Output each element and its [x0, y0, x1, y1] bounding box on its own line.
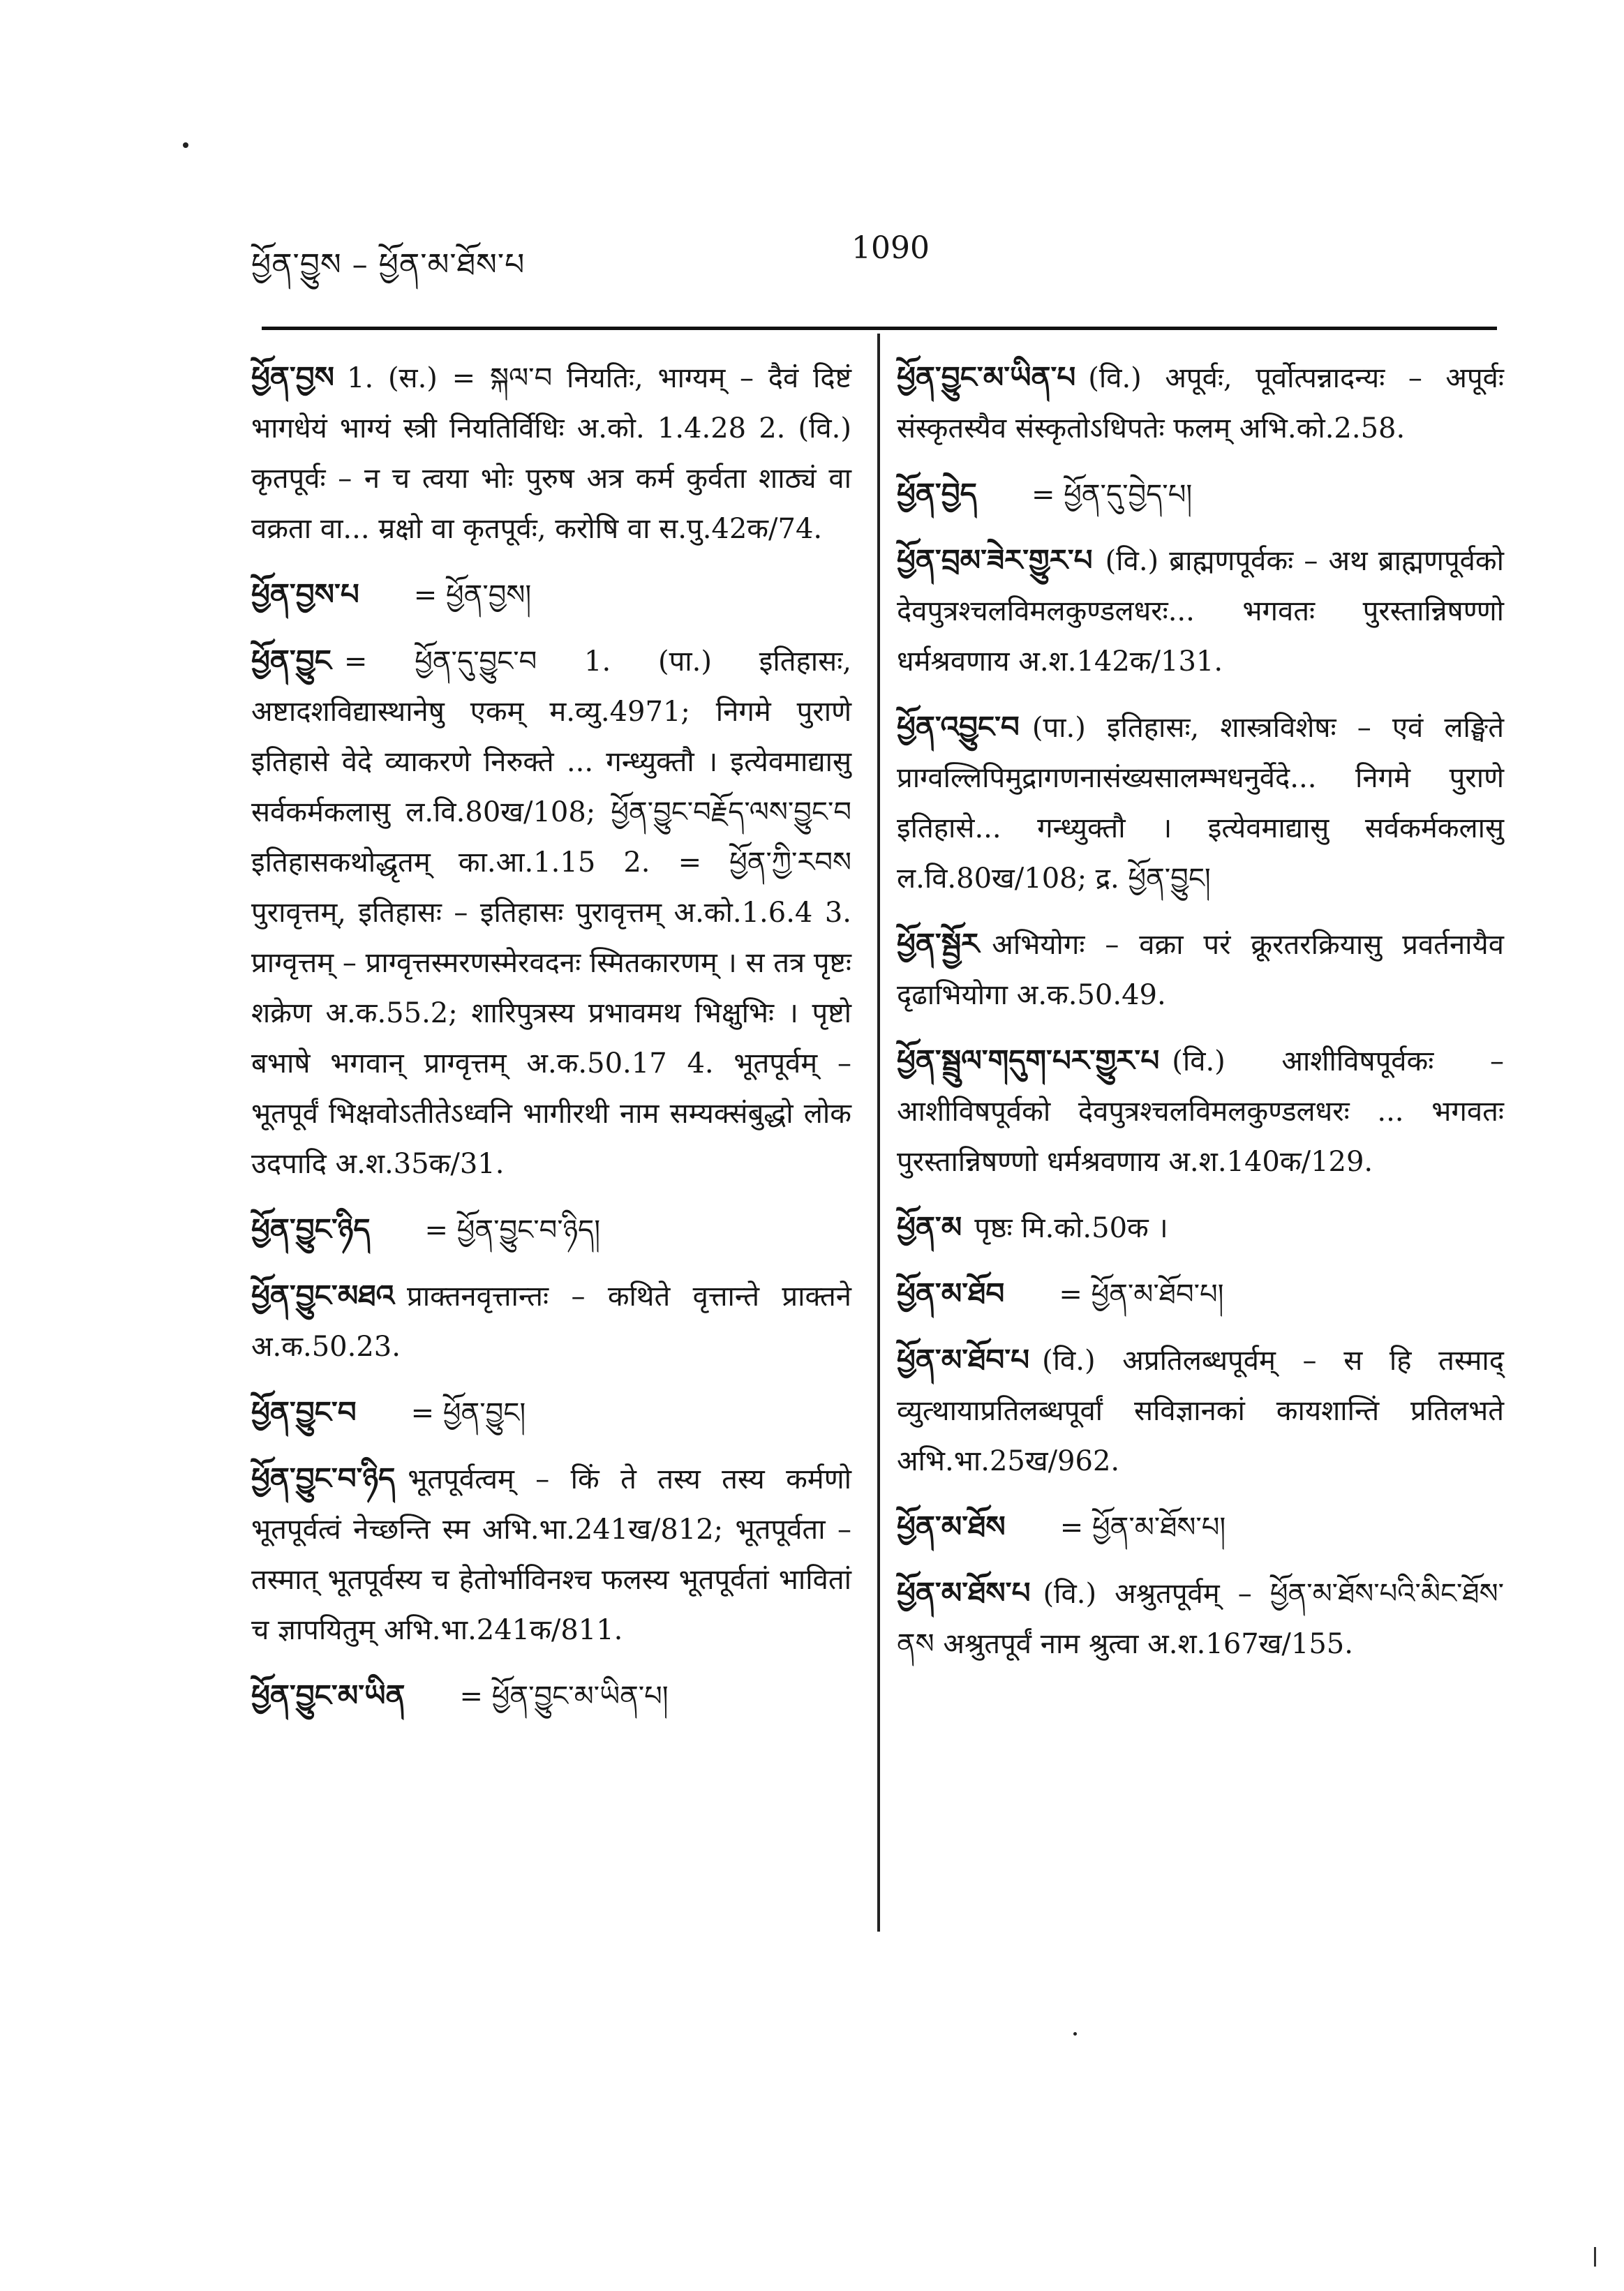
- right-column: [897, 352, 1504, 1685]
- dictionary-entry: [897, 1036, 1504, 1187]
- entry-text: = ཕྱོན་བྱུང།: [410, 1397, 526, 1429]
- entry-headword: ཕྱོན་འབྱུང་བ: [897, 710, 1020, 744]
- entry-text: पृष्ठः मि.को.50क ।: [974, 1212, 1168, 1244]
- entry-headword: ཕྱོན་བྱས: [251, 360, 335, 394]
- dictionary-entry: [897, 352, 1504, 454]
- dictionary-entry: [251, 569, 851, 620]
- dictionary-entry: [897, 1335, 1504, 1486]
- dictionary-entry: [897, 1269, 1504, 1320]
- entry-headword: ཕྱོན་བྱུང་མཐའ: [251, 1278, 395, 1313]
- dictionary-entry: [251, 1671, 851, 1722]
- entry-text: (वि.) अश्रुतपूर्वम् – ཕྱོན་མ་ཐོས་པའི་མིང་ཐོས་ནས अश्रुतपूर्वं नाम श्रुत्वा अ.श.167ख/155.: [897, 1578, 1504, 1660]
- entry-text: 1. (स.) = སྐལ་བ नियतिः, भाग्यम् – दैवं दिष्टं भागधेयं भाग्यं स्त्री नियतिर्विधिः अ.को. 1.4.28 2. (वि.) कृतपूर्वः – न च त्वया भोः पुरुष अत्र कर्म कुर्वता शाठ्यं वा वक्रता वा... म्रक्षो वा कृतपूर्वः, करोषि वा स.पु.42क/74.: [251, 362, 851, 545]
- dictionary-entry: [251, 1454, 851, 1655]
- entry-headword: ཕྱོན་མ: [897, 1210, 962, 1244]
- left-column: [251, 352, 851, 1737]
- entry-headword: ཕྱོན་བྱས་པ: [251, 577, 359, 611]
- entry-text: = ཕྱོན་བྱུང་མ་ཡིན་པ།: [459, 1680, 669, 1712]
- dictionary-entry: [897, 702, 1504, 904]
- entry-headword: ཕྱོན་བྱུང: [251, 643, 331, 678]
- entry-headword: ཕྱོན་མ་ཐོས་པ: [897, 1576, 1031, 1610]
- entry-text: प्राक्तनवृत्तान्तः – कथिते वृत्तान्ते प्राक्तने अ.क.50.23.: [251, 1281, 851, 1363]
- dictionary-entry: [897, 1568, 1504, 1669]
- entry-headword: ཕྱོན་སྦྲུལ་གདུག་པར་གྱུར་པ: [897, 1043, 1160, 1077]
- entry-text: भूतपूर्वत्वम् – किं ते तस्य तस्य कर्मणो भूतपूर्वत्वं नेच्छन्ति स्म अभि.भा.241ख/812; भूतपूर्वता – तस्मात् भूतपूर्वस्य च हेतोर्भाविनश्च फलस्य भूतपूर्वतां भावितां च ज्ञापयितुम् अभि.भा.241क/811.: [251, 1463, 851, 1646]
- scan-speck: [1073, 2032, 1077, 2036]
- entry-text: (वि.) आशीविषपूर्वकः – आशीविषपूर्वको देवपुत्रश्चलविमलकुण्डलधरः ... भगवतः पुरस्तान्निषण्णो धर्मश्रवणाय अ.श.140क/129.: [897, 1045, 1504, 1178]
- dictionary-entry: [251, 1387, 851, 1438]
- dictionary-entry: [897, 535, 1504, 687]
- entry-headword: ཕྱོན་མ་ཐོས: [897, 1509, 1006, 1544]
- page-number: 1090: [851, 230, 930, 266]
- entry-text: (वि.) अप्रतिलब्धपूर्वम् – स हि तस्माद् व्युत्थायाप्रतिलब्धपूर्वां सविज्ञानकां कायशान्तिं प्रतिलभते अभि.भा.25ख/962.: [897, 1345, 1504, 1477]
- dictionary-entry: [897, 1502, 1504, 1553]
- dictionary-entry: [251, 636, 851, 1189]
- dictionary-entry: [251, 1204, 851, 1255]
- entry-headword: ཕྱོན་མ་ཐོབ: [897, 1276, 1005, 1311]
- entry-headword: ཕྱོན་བྱུང་མ་ཡིན: [251, 1678, 405, 1712]
- entry-headword: ཕྱོན་བྲམ་ཟེར་གྱུར་པ: [897, 543, 1093, 577]
- dictionary-entry: [251, 352, 851, 554]
- entry-text: = ཕྱོན་བྱུང་བ་ཉིད།: [424, 1214, 601, 1246]
- scan-speck: [183, 142, 188, 148]
- entry-headword: ཕྱོན་སྦྱོར: [897, 927, 980, 961]
- entry-text: अभियोगः – वक्रा परं क्रूरतरक्रियासु प्रवर्तनायैव दृढाभियोगा अ.क.50.49.: [897, 929, 1504, 1011]
- entry-text: = ཕྱོན་མ་ཐོས་པ།: [1059, 1512, 1226, 1544]
- header-rule: [262, 327, 1497, 330]
- entry-text: (वि.) ब्राह्मणपूर्वकः – अथ ब्राह्मणपूर्वको देवपुत्रश्चलविमलकुण्डलधरः... भगवतः पुरस्तान्निषण्णो धर्मश्रवणाय अ.श.142क/131.: [897, 545, 1504, 678]
- entry-headword: ཕྱོན་བྱུང་བ་ཉིད: [251, 1461, 396, 1495]
- entry-text: = ཕྱོན་དུ་བྱུང་བ 1. (पा.) इतिहासः, अष्टादशविद्यास्थानेषु एकम् म.व्यु.4971; निगमे पुराणे इतिहासे वेदे व्याकरणे निरुक्ते ... गन्ध्युक्तौ । इत्येवमाद्यासु सर्वकर्मकलासु ल.वि.80ख/108; ཕྱོན་བྱུང་བརྗོད་ལས་བྱུང་བ इतिहासकथोद्धृतम् का.आ.1.15 2. = ཕྱོན་ཀྱི་རབས पुरावृत्तम्, इतिहासः – इतिहासः पुरावृत्तम् अ.को.1.6.4 3. प्राग्वृत्तम् – प्राग्वृत्तस्मरणस्मेरवदनः स्मितकारणम् । स तत्र पृष्टः शक्रेण अ.क.55.2; शारिपुत्रस्य प्रभावमथ भिक्षुभिः । पृष्टो बभाषे भगवान् प्राग्वृत्तम् अ.क.50.17 4. भूतपूर्वम् – भूतपूर्वं भिक्षवोऽतीतेऽध्वनि भागीरथी नाम सम्यक्संबुद्धो लोक उदपादि अ.श.35क/31.: [251, 645, 851, 1180]
- entry-headword: ཕྱོན་བྱེད: [897, 477, 977, 511]
- entry-text: (वि.) अपूर्वः, पूर्वोत्पन्नादन्यः – अपूर्वः संस्कृतस्यैव संस्कृतोऽधिपतेः फलम् अभि.को.2.58.: [897, 362, 1504, 445]
- entry-headword: ཕྱོན་བྱུང་ཉིད: [251, 1212, 371, 1246]
- entry-text: = ཕྱོན་དུ་བྱེད་པ།: [1031, 479, 1193, 511]
- scan-edge-mark: [1594, 2247, 1596, 2267]
- page-header: [251, 230, 1500, 286]
- entry-text: = ཕྱོན་བྱས།: [413, 579, 532, 611]
- entry-headword: ཕྱོན་བྱུང་བ: [251, 1395, 357, 1429]
- dictionary-entry: [897, 469, 1504, 520]
- entry-text: = ཕྱོན་མ་ཐོབ་པ།: [1059, 1278, 1224, 1311]
- column-divider: [877, 334, 880, 1932]
- entry-text: (पा.) इतिहासः, शास्त्रविशेषः – एवं लङ्घिते प्राग्वल्लिपिमुद्रागणनासंख्यसालम्भधनुर्वेदे... निगमे पुराणे इतिहासे... गन्ध्युक्तौ । इत्येवमाद्यासु सर्वकर्मकलासु ल.वि.80ख/108; द्र. ཕྱོན་བྱུང།: [897, 712, 1504, 895]
- dictionary-entry: [897, 1202, 1504, 1253]
- running-head: ཕྱོན་བྱུས – ཕྱོན་མ་ཐོས་པ: [251, 247, 526, 283]
- dictionary-entry: [897, 919, 1504, 1020]
- entry-headword: ཕྱོན་མ་ཐོབ་པ: [897, 1343, 1030, 1377]
- dictionary-entry: [251, 1271, 851, 1372]
- entry-headword: ཕྱོན་བྱུང་མ་ཡིན་པ: [897, 360, 1076, 394]
